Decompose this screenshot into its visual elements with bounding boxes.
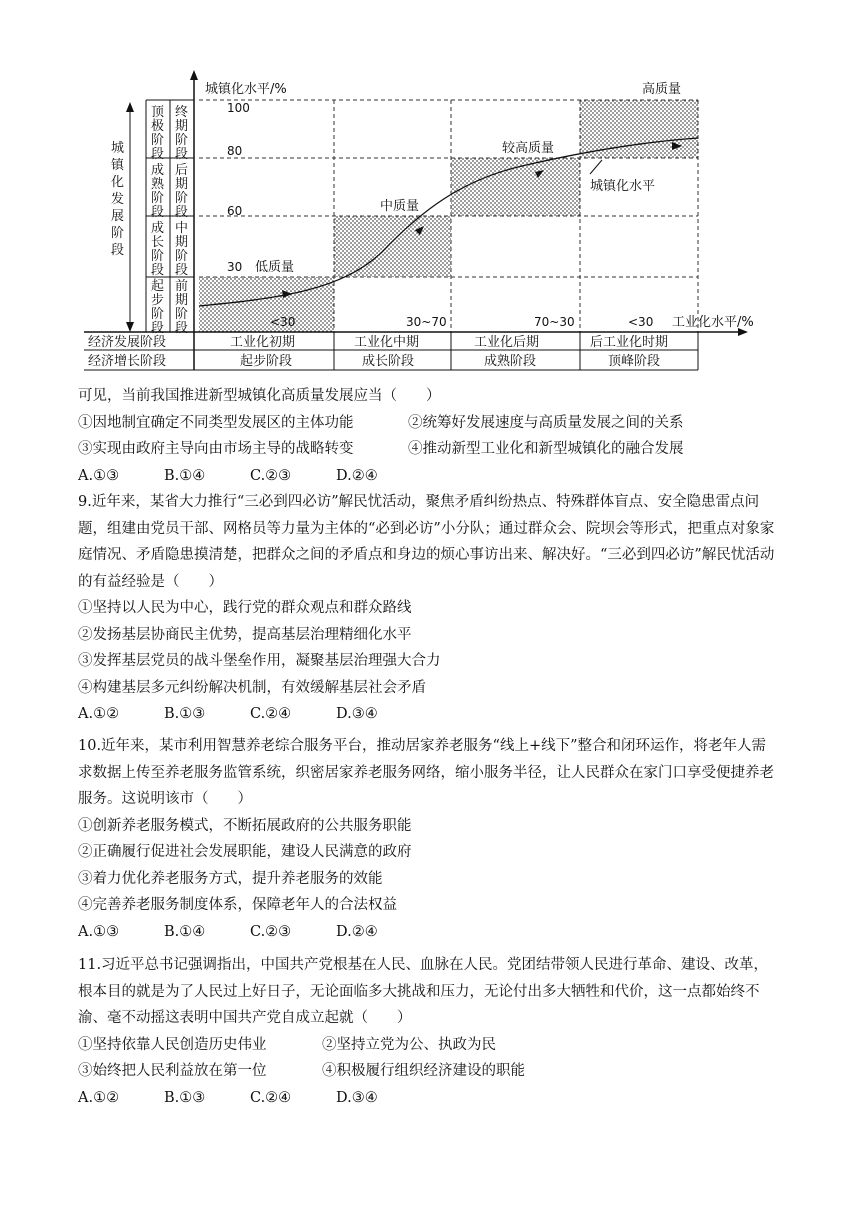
q11-answer-d: D.③④ (336, 1089, 378, 1106)
stage-col2-final: 终期阶段 (175, 105, 189, 162)
row1-cell-1: 工业化初期 (230, 335, 296, 350)
q8-option-4: ④推动新型工业化和新型城镇化的融合发展 (408, 441, 684, 457)
row2-cell-2: 成长阶段 (362, 354, 415, 369)
q9-option-1: ①坚持以人民为中心，践行党的群众观点和群众路线 (78, 600, 412, 616)
q9-answer-d: D.③④ (336, 706, 378, 722)
q8-answer-b: B.①④ (164, 467, 206, 484)
q11-option-1: ①坚持依靠人民创造历史伟业 (78, 1036, 267, 1053)
stage-col2-late: 后期阶段 (175, 163, 189, 220)
y-axis-arrow (190, 70, 198, 80)
q8-option-1: ①因地制宜确定不同类型发展区的主体功能 (78, 414, 354, 431)
q11-answer-a: A.①② (78, 1089, 120, 1106)
y-tick-80: 80 (227, 144, 243, 158)
x-tick-2: 30~70 (406, 315, 447, 329)
x-tick-1: <30 (270, 315, 296, 329)
vertical-title: 城镇化发展阶段 (111, 141, 125, 258)
q11-option-4: ④积极履行组织经济建设的职能 (322, 1063, 525, 1079)
q8-answer-c: C.②③ (250, 467, 292, 484)
row1-cell-4: 后工业化时期 (590, 335, 669, 350)
q9-answer-b: B.①③ (164, 706, 206, 722)
q11-answer-b: B.①③ (164, 1089, 206, 1106)
urbanization-stage-figure (82, 70, 787, 375)
x-axis-title: 工业化水平/% (672, 315, 754, 330)
stage-col1-start: 起步阶段 (151, 279, 165, 336)
question-11 (78, 952, 778, 1111)
row1-label: 经济发展阶段 (88, 335, 167, 350)
q9-option-2: ②发扬基层协商民主优势，提高基层治理精细化水平 (78, 626, 412, 643)
quality-label-low: 低质量 (255, 260, 295, 275)
q8-answer-a: A.①③ (78, 467, 120, 484)
q10-option-4: ④完善养老服务制度体系，保障老年人的合法权益 (78, 897, 397, 913)
q10-option-2: ②正确履行促进社会发展职能，建设人民满意的政府 (78, 844, 412, 860)
q11-option-2: ②坚持立党为公、执政为民 (322, 1036, 496, 1053)
x-tick-4: <30 (628, 315, 654, 329)
quality-label-mid: 中质量 (380, 199, 420, 214)
y-tick-30: 30 (227, 260, 243, 274)
stage-col2-mid: 中期阶段 (175, 221, 189, 278)
row2-cell-3: 成熟阶段 (484, 354, 537, 369)
q11-answer-c: C.②④ (250, 1089, 292, 1106)
x-tick-3: 70~30 (534, 315, 575, 329)
q8-answer-d: D.②④ (336, 467, 378, 484)
stage-col1-mature: 成熟阶段 (151, 163, 165, 220)
question-8 (78, 383, 778, 489)
q10-option-1: ①创新养老服务模式，不断拓展政府的公共服务职能 (78, 817, 412, 834)
row1-cell-2: 工业化中期 (354, 335, 420, 350)
q9-stem: 9.近年来，某省大力推行“三必到四必访”解民忧活动，聚焦矛盾纠纷热点、特殊群体盲点、安全隐患雷点问题，组建由党员干部、网格员等力量为主体的“必到必访”小分队；通过群众会、院坝会等形式，把重点对象家庭情况、矛盾隐患摸清楚，把群众之间的矛盾点和身边的烦心事访出来、解决好。“三必到四必访”解民忧活动的有益经验是（ ） (78, 494, 775, 590)
q10-answer-c: C.②③ (250, 923, 292, 940)
q9-answer-c: C.②④ (250, 706, 292, 722)
q8-option-3: ③实现由政府主导向由市场主导的战略转变 (78, 441, 354, 457)
q11-stem: 11.习近平总书记强调指出，中国共产党根基在人民、血脉在人民。党团结带领人民进行革命、建设、改革，根本目的就是为了人民过上好日子，无论面临多大挑战和压力，无论付出多大牺牲和代价，这一点都始终不渝、毫不动摇这表明中国共产党自成立起就（ ） (78, 957, 769, 1026)
q10-answer-b: B.①④ (164, 923, 206, 940)
q9-option-3: ③发挥基层党员的战斗堡垒作用，凝聚基层治理强大合力 (78, 653, 441, 669)
row2-cell-4: 顶峰阶段 (608, 354, 661, 369)
y-tick-60: 60 (227, 204, 243, 218)
y-tick-100: 100 (227, 101, 250, 115)
question-10 (78, 733, 778, 945)
row2-cell-1: 起步阶段 (240, 354, 293, 369)
curve-label: 城镇化水平 (590, 179, 656, 194)
q8-option-2: ②统筹好发展速度与高质量发展之间的关系 (408, 414, 684, 431)
top-right-label: 高质量 (642, 82, 682, 97)
q8-stem: 可见，当前我国推进新型城镇化高质量发展应当（ ） (78, 388, 441, 404)
higher-quality-area (451, 158, 580, 216)
high-quality-area (580, 100, 698, 158)
q10-option-3: ③着力优化养老服务方式，提升养老服务的效能 (78, 870, 383, 887)
stage-col1-top: 顶极阶段 (151, 105, 165, 162)
stage-col1-growth: 成长阶段 (151, 221, 165, 278)
row1-cell-3: 工业化后期 (474, 335, 540, 350)
row2-label: 经济增长阶段 (88, 354, 167, 369)
q11-option-3: ③始终把人民利益放在第一位 (78, 1063, 267, 1079)
question-9 (78, 489, 778, 728)
q10-answer-a: A.①③ (78, 923, 120, 940)
mid-quality-area (334, 216, 451, 277)
stage-col2-early: 前期阶段 (175, 279, 189, 336)
q9-answer-a: A.①② (78, 706, 120, 722)
q9-option-4: ④构建基层多元纠纷解决机制，有效缓解基层社会矛盾 (78, 679, 426, 696)
q10-stem: 10.近年来，某市利用智慧养老综合服务平台，推动居家养老服务“线上+线下”整合和闭环运作，将老年人需求数据上传至养老服务监管系统，织密居家养老服务网络，缩小服务半径，让人民群众在家门口享受便捷养老服务。这说明该市（ ） (78, 738, 774, 807)
y-axis-title: 城镇化水平/% (205, 82, 287, 97)
quality-label-higher: 较高质量 (502, 141, 555, 156)
q10-answer-d: D.②④ (336, 923, 378, 940)
